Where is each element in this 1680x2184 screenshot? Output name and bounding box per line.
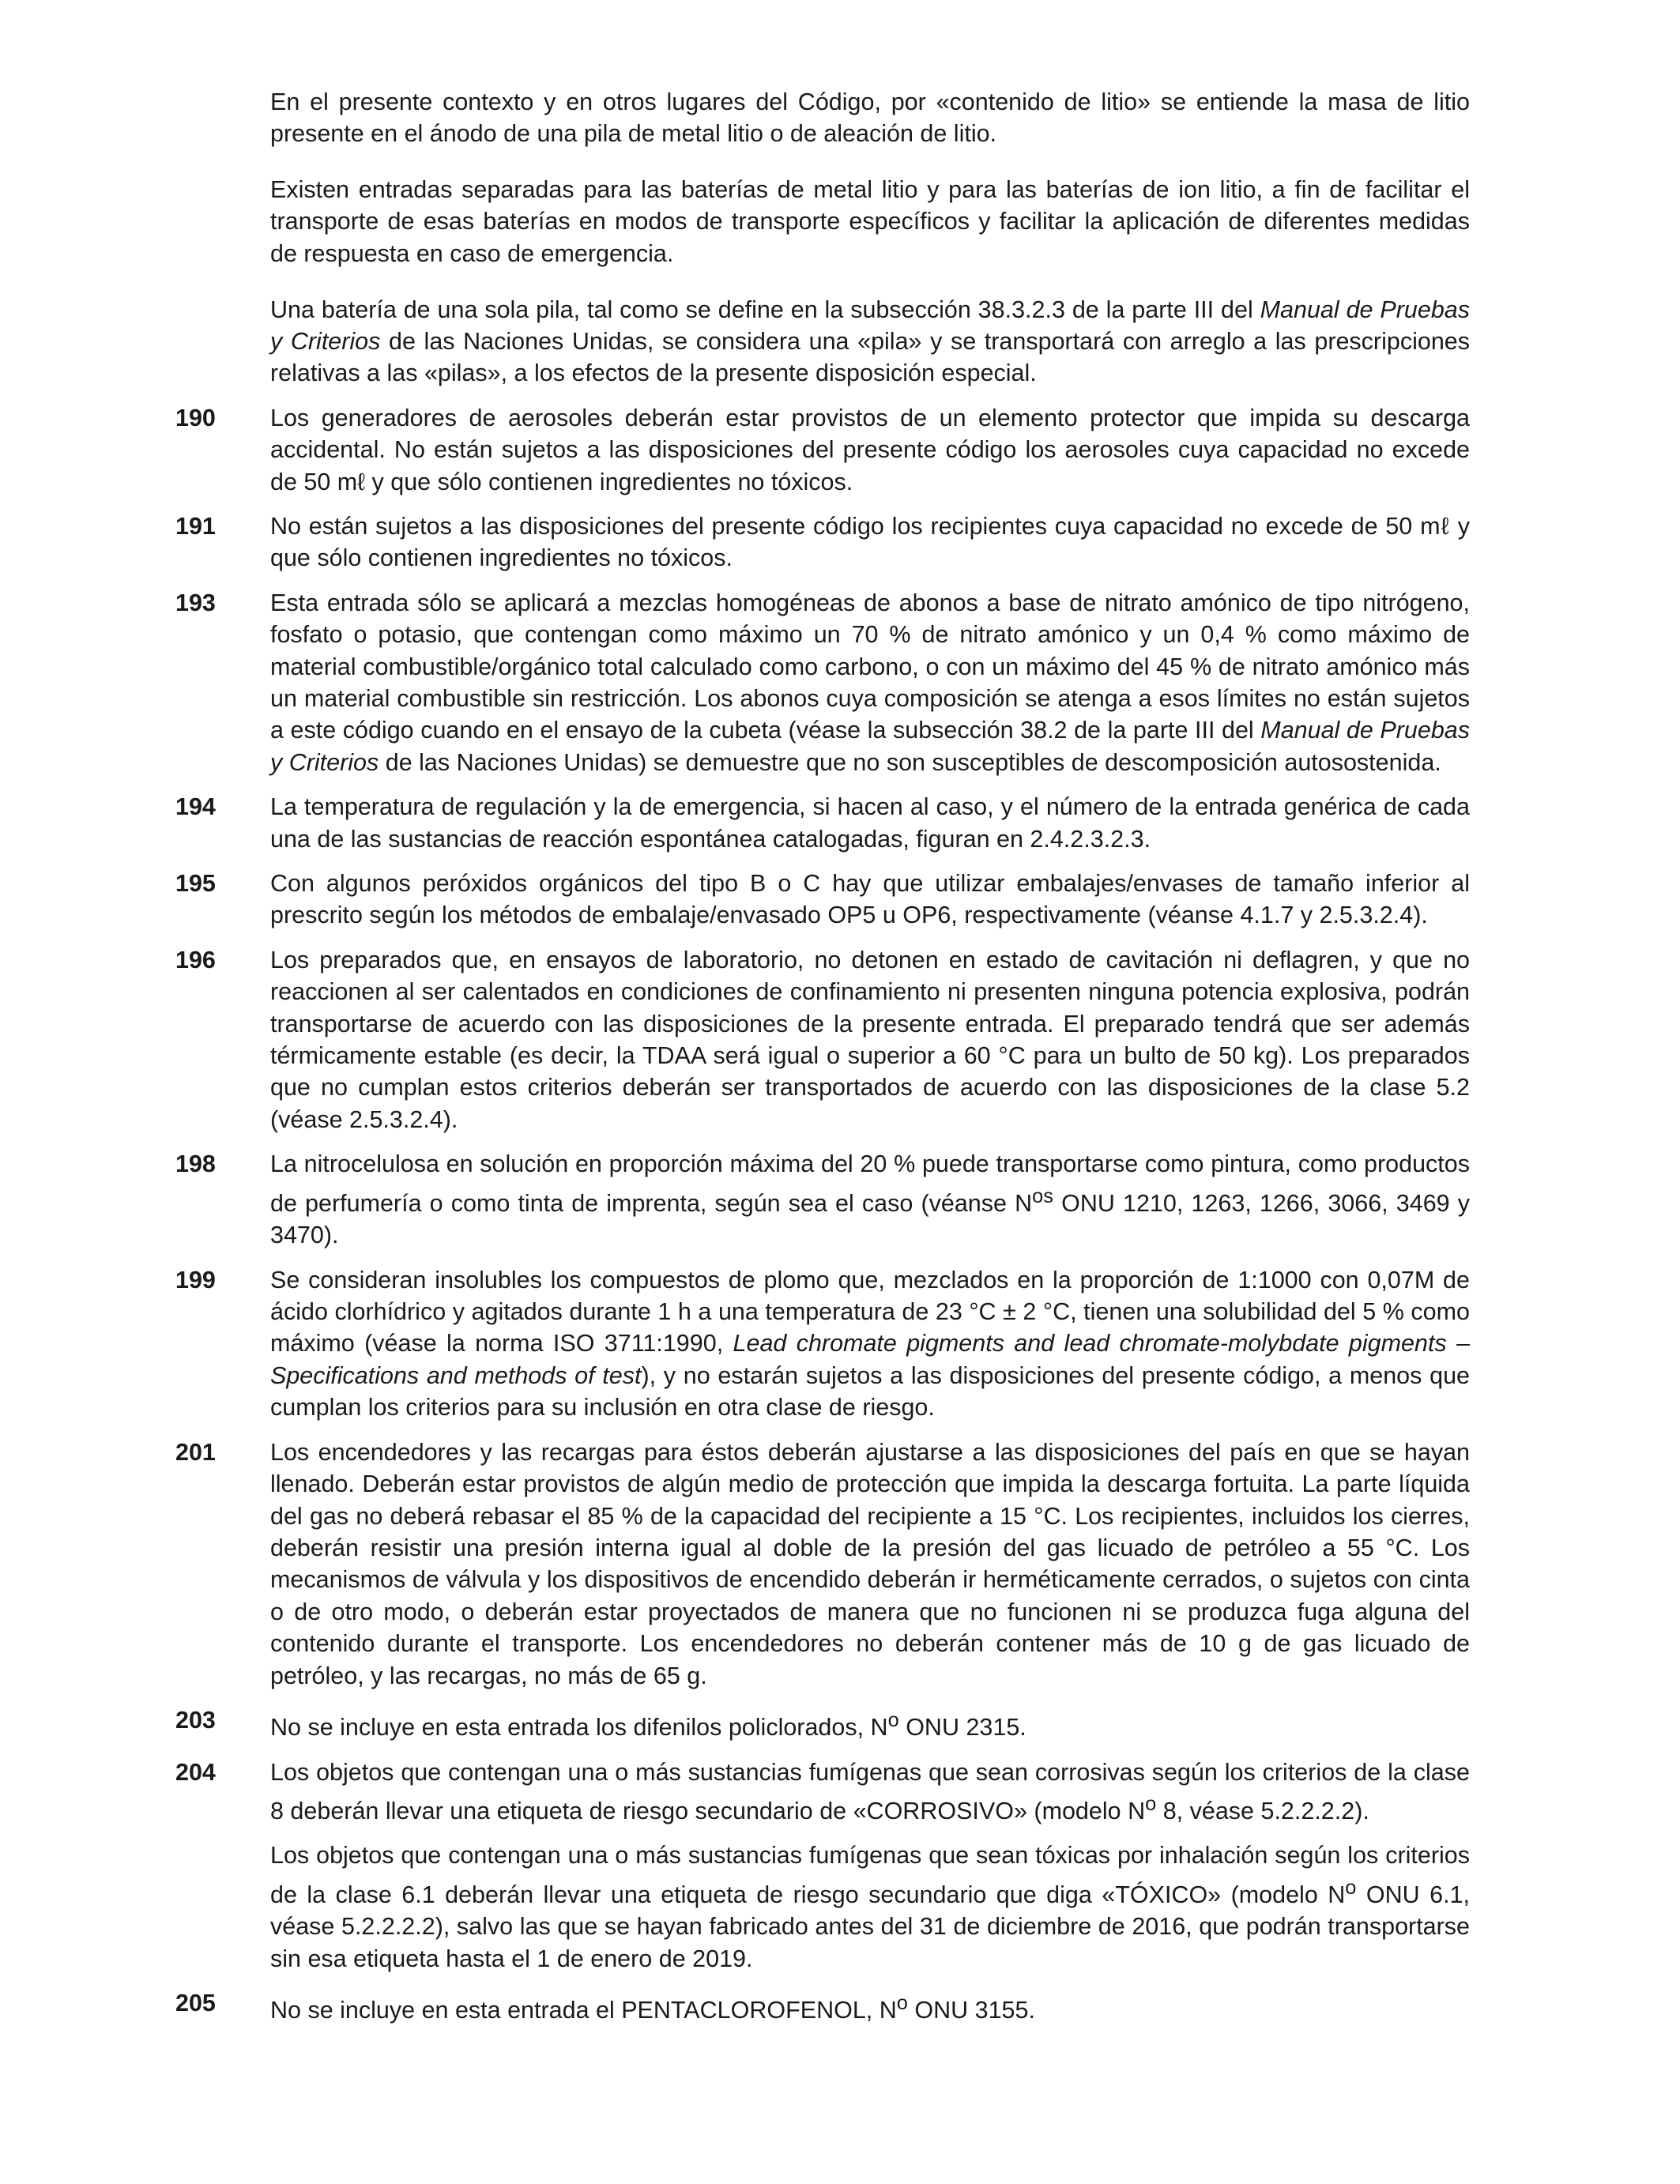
standard-title: Lead chromate pigments and lead chromate-molybdate pigments – Specifications and methods of test: [270, 1330, 1470, 1389]
provision-number: 190: [175, 404, 216, 431]
text-segment: Esta entrada sólo se aplicará a mezclas homogéneas de abonos a base de nitrato amónico de tipo nitrógeno, fosfato o potasio, que contengan como máximo un 70 % de nitrato amónico y un 0,4 % como máximo de material combustible/orgánico total calculado como carbono, o con un máximo del 45 % de nitrato amónico más un material combustible sin restricción. Los abonos cuya composición se atenga a esos límites no están sujetos a este código cuando en el ensayo de la cubeta (véase la subsección 38.2 de la parte III del: [270, 589, 1470, 744]
provision-number: 191: [175, 512, 216, 540]
provision-entry-196: [0, 944, 1680, 1135]
superscript: o: [887, 1708, 899, 1731]
text-segment: ONU 6.1, véase 5.2.2.2.2), salvo las que se hayan fabricado antes del 31 de diciembre de 2016, que podrán transportarse sin esa etiqueta hasta el 1 de enero de 2019.: [270, 1881, 1470, 1972]
provision-number: 204: [175, 1758, 216, 1786]
superscript: o: [1145, 1792, 1157, 1815]
text-segment: ), y no estarán sujetos a las disposiciones del presente código, a menos que cumplan los criterios para su inclusión en otra clase de riesgo.: [270, 1361, 1470, 1421]
provision-text: Los generadores de aerosoles deberán estar provistos de un elemento protector que impida su descarga accidental. No están sujetos a las disposiciones del presente código los aerosoles cuya capacidad no excede de 50 mℓ y que sólo contienen ingredientes no tóxicos.: [270, 404, 1470, 495]
text-segment: Una batería de una sola pila, tal como se define en la subsección 38.3.2.3 de la parte III del: [270, 296, 1260, 323]
text-segment: Los objetos que contengan una o más sustancias fumígenas que sean tóxicas por inhalación según los criterios de la clase 6.1 deberán llevar una etiqueta de riesgo secundario que diga «TÓXICO» (modelo N: [270, 1842, 1470, 1909]
provision-number: 198: [175, 1150, 216, 1178]
intro-paragraph-separate-entries: Existen entradas separadas para las baterías de metal litio y para las baterías de ion litio, a fin de facilitar el transporte de esas baterías en modos de transporte específicos y facilitar la aplicación de diferentes medidas de respuesta en caso de emergencia.: [270, 175, 1470, 267]
provision-number: 199: [175, 1266, 216, 1293]
provision-number: 193: [175, 589, 216, 616]
text-segment: No se incluye en esta entrada los difenilos policlorados, N: [270, 1714, 888, 1742]
superscript: o: [896, 1992, 908, 2015]
provision-number: 205: [175, 1990, 216, 2017]
text-segment: de las Naciones Unidas, se considera una «pila» y se transportará con arreglo a las prescripciones relativas a las «pilas», a los efectos de la presente disposición especial.: [270, 327, 1470, 387]
provision-text: [270, 1148, 1470, 1251]
provision-text: [270, 1704, 1470, 1744]
provision-text: La temperatura de regulación y la de emergencia, si hacen al caso, y el número de la entrada genérica de cada una de las sustancias de reacción espontánea catalogadas, figuran en 2.4.2.3.2.3.: [270, 793, 1470, 853]
provision-entry-191: [0, 510, 1680, 574]
provision-entry-195: [0, 868, 1680, 932]
text-segment: ONU 3155.: [907, 1997, 1035, 2024]
manual-title: Manual de Pruebas y Criterios: [270, 296, 1471, 355]
provision-entry-194: [0, 791, 1680, 855]
provision-entry-203: [0, 1704, 1680, 1744]
provision-number: 196: [175, 946, 216, 973]
text-segment: 8, véase 5.2.2.2.2).: [1156, 1798, 1369, 1825]
text-segment: La nitrocelulosa en solución en proporción máxima del 20 % puede transportarse como pintura, como productos de perfumería o como tinta de imprenta, según sea el caso (véanse N: [270, 1150, 1470, 1217]
text-segment: ONU 1210, 1263, 1266, 3066, 3469 y 3470).: [270, 1189, 1471, 1249]
provision-entry-201: [0, 1437, 1680, 1692]
text-segment: Los objetos que contengan una o más sustancias fumígenas que sean corrosivas según los criterios de la clase 8 deberán llevar una etiqueta de riesgo secundario de «CORROSIVO» (modelo N: [270, 1758, 1470, 1825]
text-segment: No se incluye en esta entrada el PENTACLOROFENOL, N: [270, 1997, 897, 2024]
text-segment: ONU 2315.: [898, 1714, 1026, 1742]
provision-entry-205: [0, 1987, 1680, 2027]
provision-entry-204: [0, 1757, 1680, 1975]
provision-text: [270, 1987, 1470, 2027]
page-content: [0, 62, 1680, 2039]
provision-text: Los encendedores y las recargas para éstos deberán ajustarse a las disposiciones del país en que se hayan llenado. Deberán estar provistos de algún medio de protección que impida la descarga fortuita. La parte líquida del gas no deberá rebasar el 85 % de la capacidad del recipiente a 15 °C. Los recipientes, incluidos los cierres, deberán resistir una presión interna igual al doble de la presión del gas licuado de petróleo a 55 °C. Los mecanismos de válvula y los dispositivos de encendido deberán ir herméticamente cerrados, o sujetos con cinta o de otro modo, o deberán estar proyectados de manera que no funcionen ni se produzca fuga alguna del contenido durante el transporte. Los encendedores no deberán contener más de 10 g de gas licuado de petróleo, y las recargas, no más de 65 g.: [270, 1438, 1470, 1689]
text-segment: de las Naciones Unidas) se demuestre que no son susceptibles de descomposición autosostenida.: [379, 748, 1441, 776]
provision-text: [270, 587, 1470, 778]
provision-number: 201: [175, 1438, 216, 1466]
provision-number: 194: [175, 793, 216, 821]
provision-text: No están sujetos a las disposiciones del presente código los recipientes cuya capacidad no excede de 50 mℓ y que sólo contienen ingredientes no tóxicos.: [270, 512, 1470, 572]
provision-text: [270, 1757, 1470, 1975]
provision-paragraph: [270, 1759, 1470, 1825]
provision-number: 203: [175, 1706, 216, 1734]
provision-entry-198: [0, 1148, 1680, 1251]
text-segment: Se consideran insolubles los compuestos de plomo que, mezclados en la proporción de 1:1000 con 0,07M de ácido clorhídrico y agitados durante 1 h a una temperatura de 23 °C ± 2 °C, tienen una solubilidad del 5 % como máximo (véase la norma ISO 3711:1990,: [270, 1266, 1470, 1357]
intro-paragraph-single-cell-battery: [270, 294, 1470, 390]
superscript: o: [1345, 1876, 1357, 1899]
provision-text: Los preparados que, en ensayos de laboratorio, no detonen en estado de cavitación ni deflagren, y que no reaccionen al ser calentados en condiciones de confinamiento ni presenten ninguna potencia explosiva, podrán transportarse de acuerdo con las disposiciones de la presente entrada. El preparado tendrá que ser además térmicamente estable (es decir, la TDAA será igual o superior a 60 °C para un bulto de 50 kg). Los preparados que no cumplan estos criterios deberán ser transportados de acuerdo con las disposiciones de la clase 5.2 (véase 2.5.3.2.4).: [270, 946, 1470, 1133]
provision-entry-193: [0, 587, 1680, 778]
provision-text: [270, 1264, 1470, 1424]
manual-title: Manual de Pruebas y Criterios: [270, 717, 1470, 776]
provision-text: Con algunos peróxidos orgánicos del tipo B o C hay que utilizar embalajes/envases de tamaño inferior al prescrito según los métodos de embalaje/envasado OP5 u OP6, respectivamente (véanse 4.1.7 y 2.5.3.2.4).: [270, 870, 1470, 929]
provision-entry-190: [0, 402, 1680, 498]
superscript: os: [1032, 1184, 1053, 1207]
intro-paragraph-lithium-content: En el presente contexto y en otros lugares del Código, por «contenido de litio» se entiende la masa de litio presente en el ánodo de una pila de metal litio o de aleación de litio.: [270, 88, 1470, 147]
provision-number: 195: [175, 870, 216, 898]
provision-entry-199: [0, 1264, 1680, 1424]
provision-paragraph: [270, 1839, 1470, 1975]
